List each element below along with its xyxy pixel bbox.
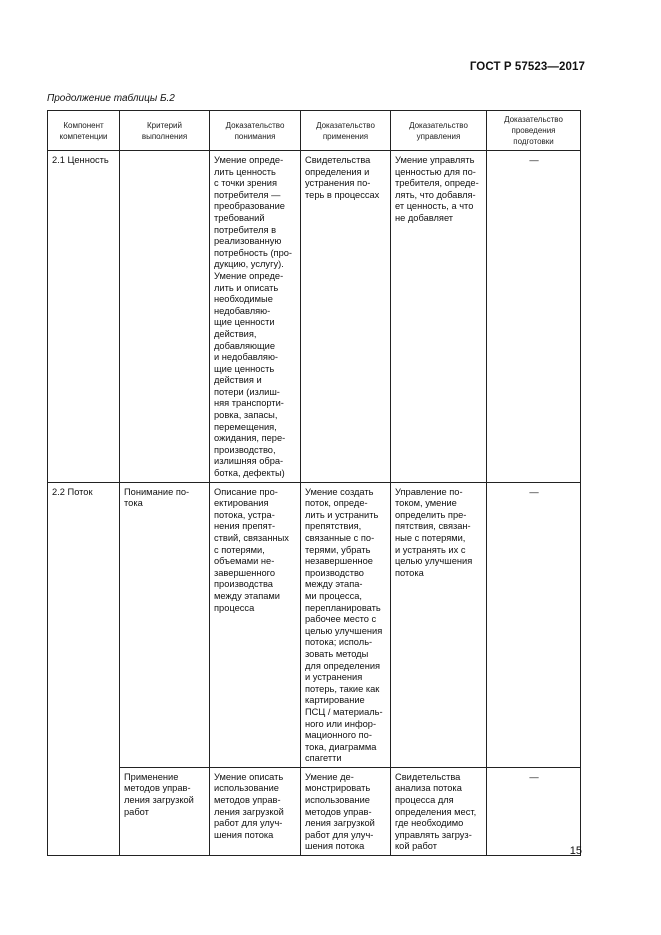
cell-component: 2.1 Ценность — [48, 151, 120, 483]
cell-understanding: Описание про- ектирования потока, устра- нения препят- ствий, связанных с потерями, объемами не- завершенного производства между этапами процесса — [210, 482, 301, 767]
cell-training: — — [487, 151, 581, 483]
header-understanding: Доказательство понимания — [210, 111, 301, 151]
cell-application: Умение де- монстрировать использование методов управ- ления загрузкой работ для улуч- шения потока — [301, 767, 391, 855]
cell-management: Умение управлять ценностью для по- требителя, опреде- лять, что добавля- ет ценность, а что не добавляет — [391, 151, 487, 483]
table-header-row — [48, 111, 581, 151]
cell-management: Управление по- током, умение определить пре- пятствия, связан- ные с потерями, и устранять их с целью улучшения потока — [391, 482, 487, 767]
cell-management: Свидетельства анализа потока процесса для определения мест, где необходимо управлять загруз- кой работ — [391, 767, 487, 855]
cell-training: — — [487, 482, 581, 767]
cell-understanding: Умение описать использование методов управ- ления загрузкой работ для улуч- шения потока — [210, 767, 301, 855]
document-code: ГОСТ Р 57523—2017 — [469, 61, 585, 73]
header-training: Доказательство проведения подготовки — [487, 111, 581, 151]
cell-criterion: Понимание по- тока — [120, 482, 210, 767]
cell-application: Свидетельства определения и устранения по- терь в процессах — [301, 151, 391, 483]
table-row-flow-understanding — [48, 482, 581, 767]
header-application: Доказательство применения — [301, 111, 391, 151]
table-row-value — [48, 151, 581, 483]
header-criterion: Критерий выполнения — [120, 111, 210, 151]
cell-component: 2.2 Поток — [48, 482, 120, 855]
cell-understanding: Умение опреде- лить ценность с точки зрения потребителя — преобразование требований потребителя в реализованную потребность (про- дукцию, услугу). Умение опреде- лить и описать необходимые недобавляю- щие ценности действия, добавляющие и недобавляю- щие ценность действия и потери (излиш- няя транспорти- ровка, запасы, перемещения, ожидания, пере- производство, излишняя обра- ботка, дефекты) — [210, 151, 301, 483]
table-caption: Продолжение таблицы Б.2 — [47, 93, 175, 104]
header-management: Доказательство управления — [391, 111, 487, 151]
competence-table — [47, 110, 581, 856]
cell-criterion — [120, 151, 210, 483]
cell-criterion: Применение методов управ- ления загрузкой работ — [120, 767, 210, 855]
page-number: 15 — [569, 845, 582, 857]
cell-application: Умение создать поток, опреде- лить и устранить препятствия, связанные с по- терями, убрать незавершенное производство между этапа- ми процесса, перепланировать рабочее место с целью улучшения потока; исполь- зовать методы для определения и устранения потерь, такие как картирование ПСЦ / материаль- ного или инфор- мационного по- тока, диаграмма спагетти — [301, 482, 391, 767]
table-row-flow-workload — [48, 767, 581, 855]
cell-training: — — [487, 767, 581, 855]
header-component: Компонент компетенции — [48, 111, 120, 151]
